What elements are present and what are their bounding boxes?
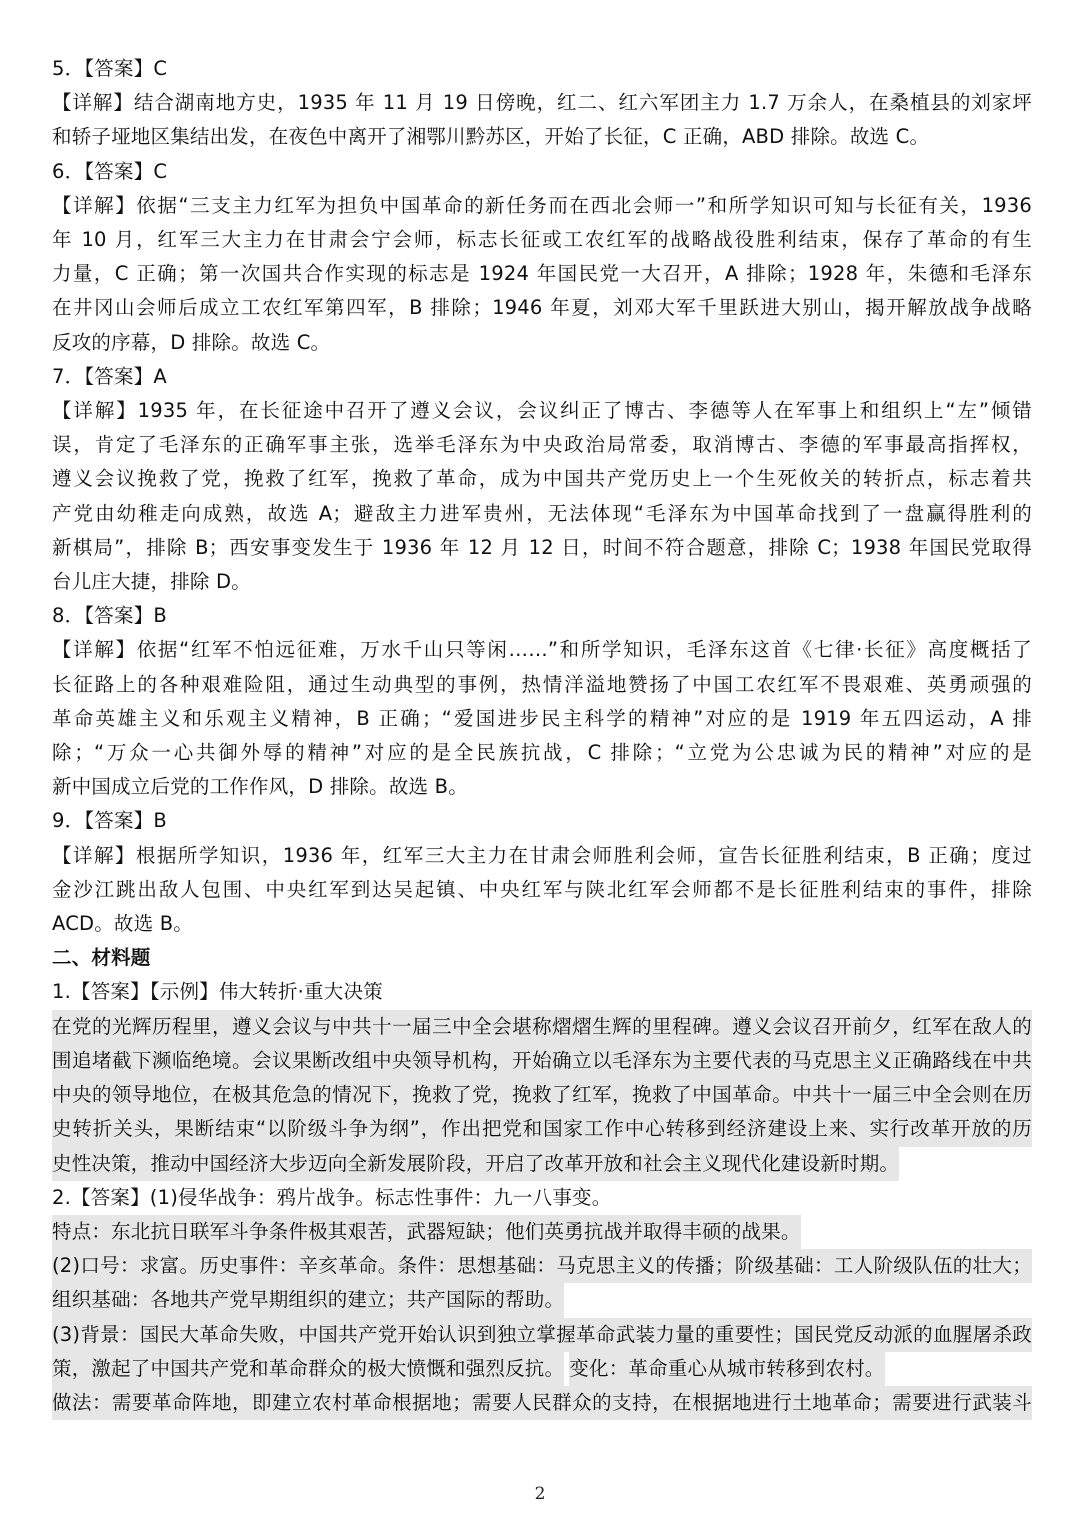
explanation-line: 金沙江跳出敌人包围、中央红军到达吴起镇、中央红军与陕北红军会师都不是长征胜利结束的事件，排除 — [52, 877, 1032, 901]
explanation-line: 除；“万众一心共御外辱的精神”对应的是全民族抗战，C 排除；“立党为公忠诚为民的精神”对应的是 — [52, 741, 1032, 765]
answer-heading-5: 5．【答案】C — [52, 57, 168, 80]
explanation-line: 革命英雄主义和乐观主义精神，B 正确；“爱国进步民主科学的精神”对应的是 1919 年五四运动，A 排 — [52, 706, 1032, 730]
example-paragraph-line: 史性决策，推动中国经济大步迈向全新发展阶段，开启了改革开放和社会主义现代化建设新时期。 — [52, 1147, 899, 1181]
example-paragraph-line: 中央的领导地位，在极其危急的情况下，挽救了党，挽救了红军，挽救了中国革命。中共十一届三中全会则在历 — [52, 1078, 1032, 1112]
section-heading: 二、材料题 — [52, 946, 151, 970]
explanation-line: 台儿庄大捷，排除 D。 — [52, 570, 251, 594]
explanation-line: ACD。故选 B。 — [52, 912, 194, 936]
answer-line: 策，激起了中国共产党和革命群众的极大愤慨和强烈反抗。 — [52, 1352, 564, 1386]
answer-heading-6: 6．【答案】C — [52, 159, 168, 183]
explanation-line: 在井冈山会师后成立工农红军第四军，B 排除；1946 年夏，刘邓大军千里跃进大别山，揭开解放战争战略 — [52, 296, 1032, 320]
document-page — [52, 52, 1032, 1420]
example-paragraph-line: 围追堵截下濒临绝境。会议果断改组中央领导机构，开始确立以毛泽东为主要代表的马克思主义正确路线在中共 — [52, 1044, 1032, 1078]
explanation-line: 【详解】依据“三支主力红军为担负中国革命的新任务而在西北会师一”和所学知识可知与长征有关，1936 — [52, 193, 1032, 217]
explanation-line: 遵义会议挽救了党，挽救了红军，挽救了革命，成为中国共产党历史上一个生死攸关的转折点，标志着共 — [52, 467, 1032, 491]
explanation-line: 力量，C 正确；第一次国共合作实现的标志是 1924 年国民党一大召开，A 排除；1928 年，朱德和毛泽东 — [52, 262, 1032, 286]
answer-line: 特点：东北抗日联军斗争条件极其艰苦，武器短缺；他们英勇抗战并取得丰硕的战果。 — [52, 1215, 801, 1249]
explanation-line: 【详解】结合湖南地方史，1935 年 11 月 19 日傍晚，红二、红六军团主力 1.7 万余人，在桑植县的刘家坪 — [52, 91, 1032, 115]
explanation-line: 长征路上的各种艰难险阻，通过生动典型的事例，热情洋溢地赞扬了中国工农红军不畏艰难、英勇顽强的 — [52, 672, 1032, 696]
answer-line: 组织基础：各地共产党早期组织的建立；共产国际的帮助。 — [52, 1283, 564, 1317]
explanation-line: 新棋局”，排除 B；西安事变发生于 1936 年 12 月 12 日，时间不符合题意，排除 C；1938 年国民党取得 — [52, 535, 1032, 559]
answer-line: (2)口号：求富。历史事件：辛亥革命。条件：思想基础：马克思主义的传播；阶级基础：工人阶级队伍的壮大； — [52, 1249, 1032, 1283]
material-answer-heading-2: 2.【答案】(1)侵华战争：鸦片战争。标志性事件：九一八事变。 — [52, 1185, 612, 1209]
explanation-line: 【详解】依据“红军不怕远征难，万水千山只等闲……”和所学知识，毛泽东这首《七律·长征》高度概括了 — [52, 638, 1032, 662]
explanation-line: 反攻的序幕，D 排除。故选 C。 — [52, 330, 331, 354]
example-paragraph-line: 史转折关头，果断结束“以阶级斗争为纲”，作出把党和国家工作中心转移到经济建设上来、实行改革开放的历 — [52, 1112, 1032, 1146]
explanation-line: 产党由幼稚走向成熟，故选 A；避敌主力进军贵州，无法体现“毛泽东为中国革命找到了一盘赢得胜利的 — [52, 501, 1032, 525]
explanation-line: 年 10 月，红军三大主力在甘肃会宁会师，标志长征或工农红军的战略战役胜利结束，保存了革命的有生 — [52, 228, 1032, 252]
explanation-line: 误，肯定了毛泽东的正确军事主张，选举毛泽东为中央政治局常委，取消博古、李德的军事最高指挥权， — [52, 433, 1032, 457]
explanation-line: 和轿子垭地区集结出发，在夜色中离开了湘鄂川黔苏区，开始了长征，C 正确，ABD 排除。故选 C。 — [52, 125, 930, 149]
page-number: 2 — [534, 1484, 546, 1504]
answer-heading-8: 8．【答案】B — [52, 604, 167, 628]
answer-line: (3)背景：国民大革命失败，中国共产党开始认识到独立掌握革命武装力量的重要性；国民党反动派的血腥屠杀政 — [52, 1318, 1032, 1352]
answer-heading-7: 7．【答案】A — [52, 364, 167, 388]
explanation-line: 新中国成立后党的工作作风，D 排除。故选 B。 — [52, 775, 468, 799]
answer-heading-9: 9．【答案】B — [52, 809, 167, 833]
explanation-line: 【详解】1935 年，在长征途中召开了遵义会议，会议纠正了博古、李德等人在军事上和组织上“左”倾错 — [52, 399, 1032, 423]
answer-line: 做法：需要革命阵地，即建立农村革命根据地；需要人民群众的支持，在根据地进行土地革命；需要进行武装斗 — [52, 1386, 1032, 1420]
answer-line: 变化：革命重心从城市转移到农村。 — [569, 1352, 884, 1386]
example-paragraph-line: 在党的光辉历程里，遵义会议与中共十一届三中全会堪称熠熠生辉的里程碑。遵义会议召开前夕，红军在敌人的 — [52, 1010, 1032, 1044]
material-answer-heading-1: 1.【答案】【示例】伟大转折·重大决策 — [52, 980, 383, 1004]
explanation-line: 【详解】根据所学知识，1936 年，红军三大主力在甘肃会师胜利会师，宣告长征胜利结束，B 正确；度过 — [52, 843, 1032, 867]
